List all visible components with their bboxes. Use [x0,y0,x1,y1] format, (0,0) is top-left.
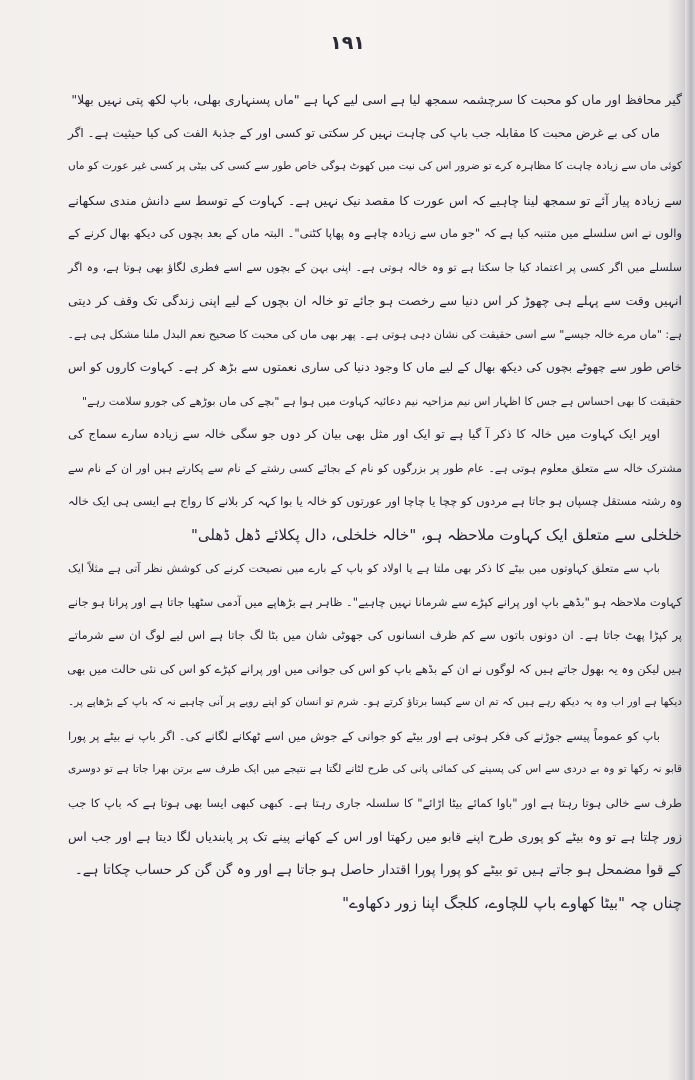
text-line: زور چلتا ہے تو وہ بیٹے کو پوری طرح اپنے قابو میں رکھتا اور اس کے کھانے پینے تک پر پابندیاں لگا دیتا ہے اور جب اس [68,829,682,844]
text-line: چناں چہ "بیٹا کھاوے باپ للچاوے، کلجگ اپنا زور دکھاوے" [342,894,682,912]
text-line: باپ سے متعلق کہاوتوں میں بیٹے کا ذکر بھی ملتا ہے یا اولاد کو باپ کے بارے میں نصیحت کرنے کی کوشش نظر آتی ہے مثلاً ایک [68,562,660,575]
text-line: ہیں لیکن وہ یہ بھول جاتے ہیں کہ لوگوں نے ان کے بڈھے باپ کو اس کی جوانی میں اور پرانے کپڑے کو اس کی نئی حالت میں بھی [67,661,682,676]
page-number: ۱۹۱ [330,32,365,54]
text-line: سے زیادہ پیار آئے تو سمجھ لینا چاہیے کہ اس عورت کا مقصد نیک نہیں ہے۔ کہاوت کے توسط سے دانش مندی سکھانے [68,192,682,208]
page-binding-edge [685,0,695,1080]
body-text [68,83,682,921]
text-line: ہے: "ماں مرے خالہ جیسے" سے اسی حقیقت کی نشان دہی ہوتی ہے۔ پھر بھی ماں کی محبت کا صحیح نعم البدل ملنا مشکل ہی ہے۔ [67,327,682,341]
text-line: کوئی ماں سے زیادہ چاہت کا مظاہرہ کرے تو ضرور اس کی نیت میں کھوٹ ہوگی خاص طور سے کسی کی بیٹی پر کسی غیر عورت کو ماں [68,160,682,172]
text-line: خاص طور سے چھوٹے بچوں کی دیکھ بھال کے لیے ماں کا وجود دنیا کی ساری نعمتوں سے بڑھ کر ہے۔ کہاوت کاروں کو اس [68,360,682,374]
text-line: خلخلی سے متعلق ایک کہاوت ملاحظہ ہو، "خالہ خلخلی، دال پکلائے ڈھل ڈھلی" [191,525,682,544]
text-line: باپ کو عموماً پیسے جوڑنے کی فکر ہوتی ہے اور بیٹے کو جوانی کے جوش میں اسے ٹھکانے لگانے کی۔ اگر باپ نے بیٹے پر پورا [68,728,660,743]
text-line: والوں نے اس سلسلے میں متنبہ کیا ہے کہ "جو ماں سے زیادہ چاہے وہ پھاپا کٹنی"۔ البتہ ماں کے بعد بچوں کی دیکھ بھال کرنے کے [68,226,682,240]
text-line: حقیقت کا بھی احساس ہے جس کا اظہار اس نیم مزاحیہ نیم دعائیہ کہاوت میں ہوا ہے "بچے کی ماں بوڑھے کی جورو سلامت رہے" [82,394,682,408]
text-line: اوپر ایک کہاوت میں خالہ کا ذکر آ گیا ہے تو ایک اور مثل بھی بیان کر دوں جو سگی خالہ سے زیادہ سارے سماج کی [68,427,660,441]
text-line: ماں کی بے غرض محبت کا مقابلہ جب باپ کی چاہت نہیں کر سکتی تو کسی اور کے جذبۂ الفت کی کیا حیثیت ہے۔ اگر [68,125,660,140]
text-line: سلسلے میں اگر کسی پر اعتماد کیا جا سکتا ہے تو وہ خالہ ہوتی ہے۔ اپنی بہن کے بچوں سے اسے فطری لگاؤ بھی ہوتا ہے، وہ اگر [68,260,682,274]
text-line: قابو نہ رکھا تو وہ بے دردی سے اس کی پسینے کی کمائی پانی کی طرح لٹانے لگتا ہے نتیجے میں ایک طرف سے برتن بھرا جاتا ہے تو دوسری [68,763,682,775]
text-line: کہاوت ملاحظہ ہو "بڈھے باپ اور پرانے کپڑے سے شرمانا نہیں چاہیے"۔ ظاہر ہے بڑھاپے میں آدمی سٹھیا جاتا ہے اور پرانا ہو جانے [68,594,682,609]
text-line: گیر محافظ اور ماں کو محبت کا سرچشمہ سمجھ لیا ہے اسی لیے کہا ہے "ماں پسنہاری بھلی، باپ لکھ پتی نہیں بھلا" [71,92,682,107]
text-line: طرف سے خالی ہوتا رہتا ہے اور "باوا کمائے بیٹا اڑائے" کا سلسلہ جاری رہتا ہے۔ کبھی کبھی ایسا بھی ہوتا ہے کہ باپ کا جب [68,795,682,810]
text-line: انہیں وقت سے پہلے ہی چھوڑ کر اس دنیا سے رخصت ہو جائے تو خالہ ان بچوں کے لیے اپنی زندگی تک وقف کر دیتی [68,293,682,308]
text-line: کے قوا مضمحل ہو جاتے ہیں تو بیٹے کو پورا پورا اقتدار حاصل ہو جاتا ہے اور وہ گن گن کر حساب چکاتا ہے۔ [74,861,682,878]
text-line: وہ رشتہ مستقل چسپاں ہو جاتا ہے مردوں کو چچا یا چاچا اور عورتوں کو خالہ یا بوا کہہ کر بلانے کا رواج ہے ایسی ہی ایک خالہ [68,494,682,508]
text-line: پر کپڑا پھٹ جاتا ہے۔ ان دونوں باتوں سے کم ظرف انسانوں کی جھوٹی شان میں بٹا لگ جاتا ہے اس لیے لوگ ان سے شرماتے [68,628,682,642]
text-line: مشترک خالہ سے متعلق معلوم ہوتی ہے۔ عام طور پر بزرگوں کو نام کے بجائے کسی رشتے کے نام سے پکارتے ہیں اور ان کے نام سے [68,461,682,475]
text-line: دیکھا ہے اور اب وہ یہ دیکھ رہے ہیں کہ تم ان سے کیسا برتاؤ کرتے ہو۔ شرم تو انسان کو اپنے رویے پر آنی چاہیے نہ کہ باپ کے بڑھاپے پر۔ [68,696,682,708]
